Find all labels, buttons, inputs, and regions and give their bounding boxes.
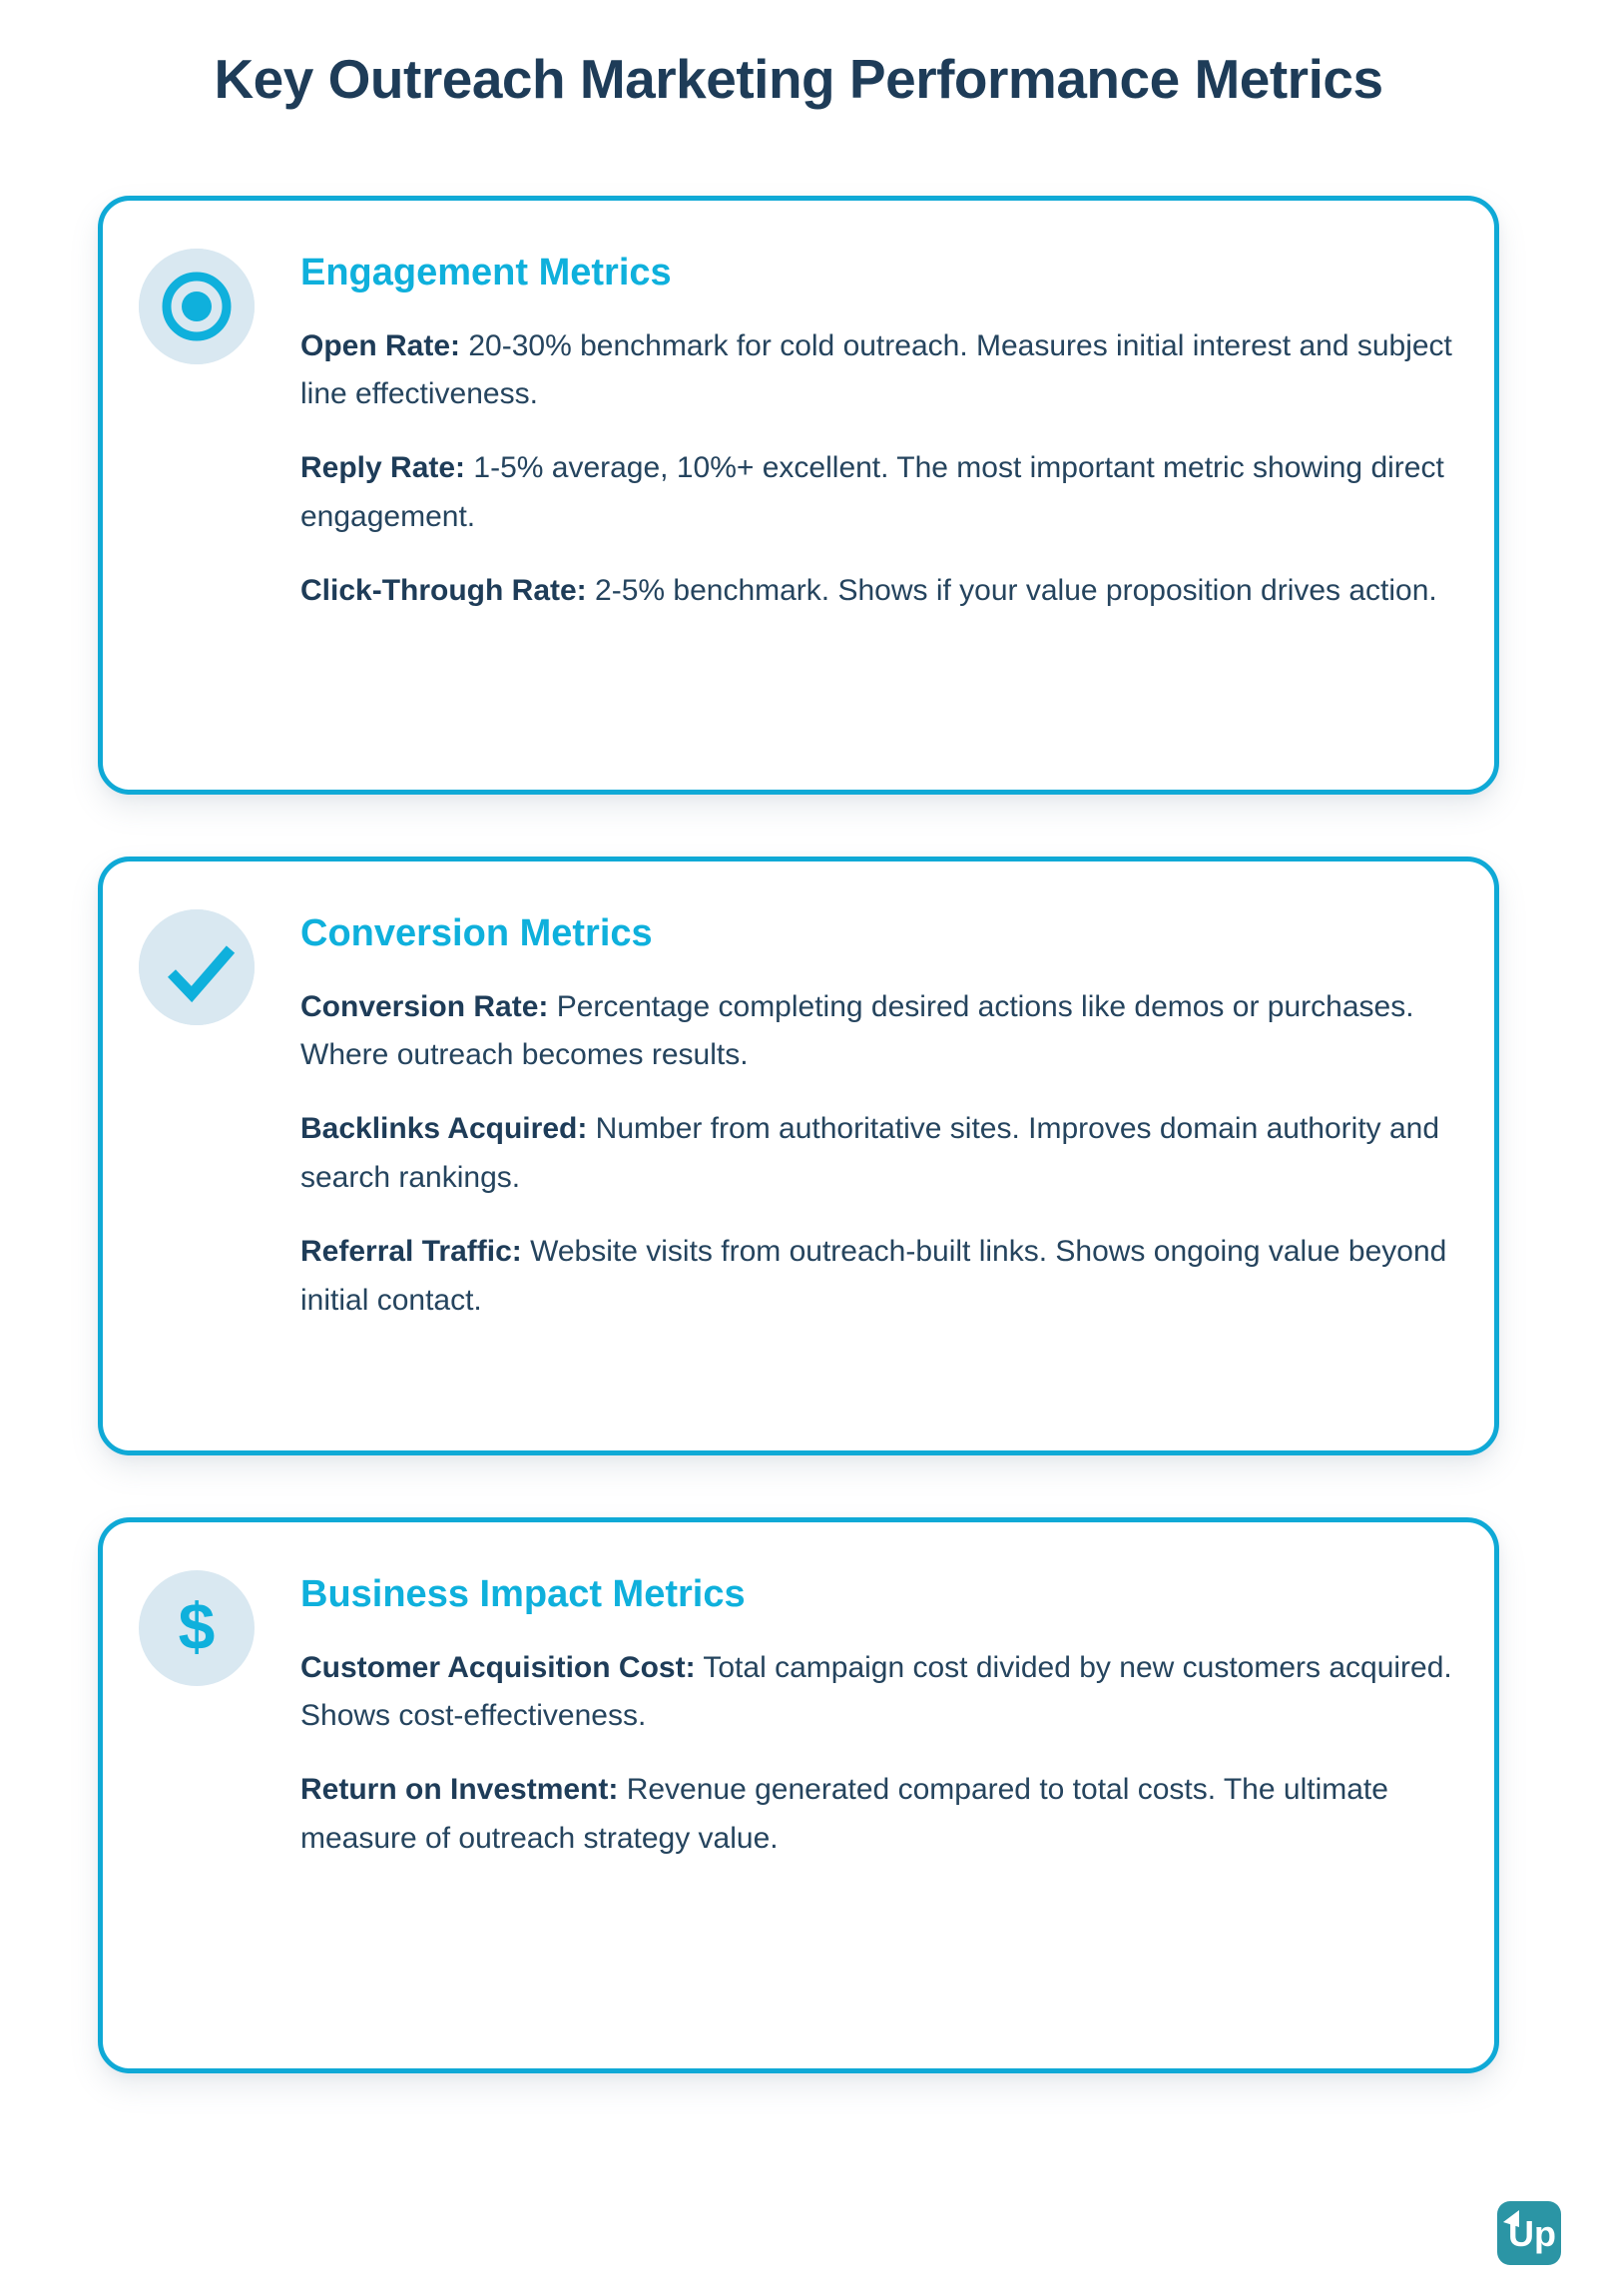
- card-engagement-metrics: [98, 196, 1499, 795]
- metric-conversion-rate: [300, 983, 1454, 1081]
- metric-customer-acquisition-cost: [300, 1644, 1454, 1742]
- card-title: Business Impact Metrics: [300, 1573, 746, 1615]
- metric-label: Conversion Rate:: [300, 989, 549, 1023]
- target-icon: [139, 249, 255, 364]
- metric-backlinks-acquired: [300, 1105, 1454, 1203]
- metric-text: Percentage completing desired actions like demos or purchases. Where outreach becomes results.: [300, 989, 1414, 1072]
- page-title: Key Outreach Marketing Performance Metrics: [214, 48, 1383, 110]
- logo-text: Up: [1508, 2213, 1556, 2254]
- metric-label: Reply Rate:: [300, 451, 466, 485]
- up-logo[interactable]: [1497, 2200, 1561, 2266]
- metric-label: Return on Investment:: [300, 1773, 619, 1807]
- metric-return-on-investment: [300, 1766, 1454, 1864]
- card-content: [300, 1570, 1454, 1889]
- check-icon: [139, 909, 255, 1025]
- card-title: Engagement Metrics: [300, 252, 672, 293]
- metric-text: Number from authoritative sites. Improves domain authority and search rankings.: [300, 1112, 1440, 1195]
- card-content: [300, 909, 1454, 1351]
- metric-text: 1-5% average, 10%+ excellent. The most important metric showing direct engagement.: [300, 451, 1444, 534]
- metric-open-rate: [300, 322, 1454, 420]
- dollar-icon: [139, 1570, 255, 1686]
- card-content: [300, 249, 1454, 641]
- metric-referral-traffic: [300, 1228, 1454, 1326]
- metric-text: 20-30% benchmark for cold outreach. Measures initial interest and subject line effectiveness.: [300, 328, 1452, 411]
- dollar-glyph: $: [178, 1589, 216, 1663]
- metric-label: Customer Acquisition Cost:: [300, 1650, 696, 1684]
- metric-label: Open Rate:: [300, 328, 461, 362]
- metric-text: Website visits from outreach-built links. Shows ongoing value beyond initial contact.: [300, 1235, 1447, 1318]
- metric-reply-rate: [300, 444, 1454, 542]
- metric-text: Total campaign cost divided by new customers acquired. Shows cost-effectiveness.: [300, 1650, 1452, 1733]
- metrics-cards: [0, 196, 1597, 2073]
- metric-label: Referral Traffic:: [300, 1235, 522, 1269]
- metric-text: Revenue generated compared to total costs. The ultimate measure of outreach strategy value.: [300, 1773, 1388, 1856]
- metric-label: Backlinks Acquired:: [300, 1112, 588, 1146]
- card-title: Conversion Metrics: [300, 912, 653, 954]
- metric-label: Click-Through Rate:: [300, 574, 587, 608]
- card-business-impact-metrics: [98, 1517, 1499, 2073]
- metric-text: 2-5% benchmark. Shows if your value proposition drives action.: [595, 574, 1437, 608]
- card-conversion-metrics: [98, 857, 1499, 1455]
- metric-click-through-rate: [300, 567, 1454, 616]
